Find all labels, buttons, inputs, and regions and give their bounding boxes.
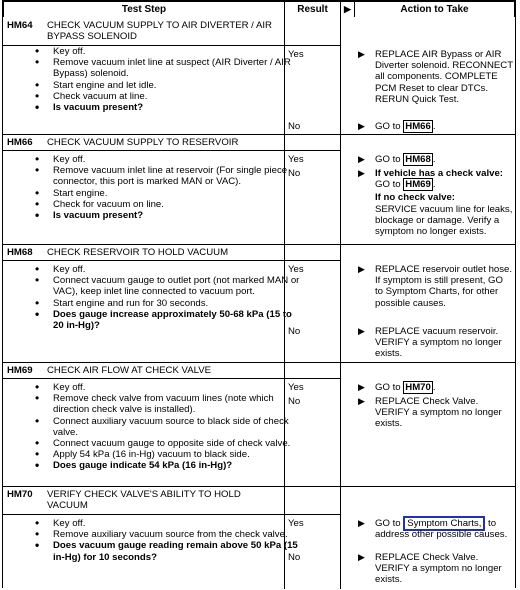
step-question: • Does gauge increase approximately 50-68 kPa (15 to 20 in-Hg)?	[35, 309, 305, 331]
action-no: REPLACE Check Valve. VERIFY a symptom no longer exists.	[375, 396, 502, 430]
step-item: • Apply 54 kPa (16 in-Hg) vacuum to black side.	[35, 449, 305, 460]
header-arrow-icon: ▶	[341, 2, 355, 18]
action-no: If vehicle has a check valve: GO to HM69 . If no check valve: SERVICE vacuum line for leaks, blockage or damage. Verify a symptom no longer exists.	[375, 168, 513, 238]
step-list	[3, 154, 305, 221]
action-no: REPLACE vacuum reservoir. VERIFY a symptom no longer exists.	[375, 326, 502, 360]
step-item: • Remove vacuum inlet line at suspect (AIR Diverter / AIR Bypass) solenoid.	[35, 57, 305, 79]
step-item: • Connect vacuum gauge to outlet port (not marked MAN or VAC), keep inlet line connected to vacuum port.	[35, 275, 305, 297]
step-title: VERIFY CHECK VALVE'S ABILITY TO HOLD VACUUM	[47, 489, 241, 512]
step-item: • Connect vacuum gauge to opposite side of check valve.	[35, 438, 305, 449]
link-hm66[interactable]: HM66	[405, 121, 431, 132]
step-code: HM66	[7, 137, 33, 148]
result-no: No	[288, 326, 301, 337]
step-list	[3, 518, 305, 563]
step-title: CHECK VACUUM SUPPLY TO RESERVOIR	[47, 137, 239, 148]
step-question: • Is vacuum present?	[35, 102, 305, 113]
header-test-step: Test Step	[4, 2, 285, 18]
result-yes: Yes	[288, 264, 304, 275]
arrow-icon: ▶	[358, 264, 365, 274]
link-symptom-charts[interactable]: Symptom Charts,	[403, 516, 485, 531]
arrow-icon: ▶	[358, 396, 365, 406]
result-no: No	[288, 552, 301, 563]
header-action: Action to Take	[355, 2, 515, 18]
result-no: No	[288, 168, 301, 179]
arrow-icon: ▶	[358, 326, 365, 336]
header-result: Result	[285, 2, 341, 18]
step-item: • Key off.	[35, 154, 305, 165]
link-hm68[interactable]: HM68	[405, 154, 431, 165]
result-yes: Yes	[288, 382, 304, 393]
step-code: HM69	[7, 365, 33, 376]
table-header	[4, 2, 515, 18]
action-yes: GO to Symptom Charts, to address other possible causes.	[375, 518, 508, 541]
step-item: • Check vacuum at line.	[35, 91, 305, 102]
action-yes: REPLACE reservoir outlet hose. If symptom is still present, GO to Symptom Charts, for other possible causes.	[375, 264, 513, 309]
step-item: • Remove auxiliary vacuum source from the check valve.	[35, 529, 305, 540]
step-code: HM68	[7, 247, 33, 258]
arrow-icon: ▶	[358, 518, 365, 528]
result-no: No	[288, 396, 301, 407]
action-no: GO to HM66 .	[375, 121, 436, 132]
arrow-icon: ▶	[358, 382, 365, 392]
action-yes: REPLACE AIR Bypass or AIR Diverter solenoid. RECONNECT all components. COMPLETE PCM Reset to clear DTCs. RERUN Quick Test.	[375, 49, 513, 105]
step-title: CHECK AIR FLOW AT CHECK VALVE	[47, 365, 212, 376]
action-yes: GO to HM68 .	[375, 154, 436, 165]
arrow-icon: ▶	[358, 49, 365, 59]
arrow-icon: ▶	[358, 121, 365, 131]
step-question: • Does gauge indicate 54 kPa (16 in-Hg)?	[35, 460, 305, 471]
arrow-icon: ▶	[358, 552, 365, 562]
step-item: • Remove vacuum inlet line at reservoir (For single piece connector, this port is marked MAN or VAC).	[35, 165, 305, 187]
arrow-icon: ▶	[358, 154, 365, 164]
step-question: • Is vacuum present?	[35, 210, 305, 221]
link-hm69[interactable]: HM69	[405, 179, 431, 191]
arrow-icon: ▶	[358, 168, 365, 178]
result-yes: Yes	[288, 154, 304, 165]
step-item: • Start engine and run for 30 seconds.	[35, 298, 305, 309]
result-yes: Yes	[288, 49, 304, 60]
step-item: • Start engine.	[35, 188, 305, 199]
step-item: • Connect auxiliary vacuum source to black side of check valve.	[35, 416, 305, 438]
step-list	[3, 264, 305, 331]
step-item: • Key off.	[35, 382, 305, 393]
step-item: • Start engine and let idle.	[35, 80, 305, 91]
step-list	[3, 382, 305, 472]
step-question: • Does vacuum gauge reading remain above 50 kPa (15 in-Hg) for 10 seconds?	[35, 540, 305, 562]
step-item: • Key off.	[35, 46, 305, 57]
diagnostic-table	[2, 0, 516, 588]
step-code: HM64	[7, 20, 33, 31]
step-item: • Check for vacuum on line.	[35, 199, 305, 210]
step-item: • Remove check valve from vacuum lines (note which direction check valve is installed).	[35, 393, 305, 415]
step-list	[3, 46, 305, 113]
step-title: CHECK VACUUM SUPPLY TO AIR DIVERTER / AIR BYPASS SOLENOID	[47, 20, 272, 43]
result-yes: Yes	[288, 518, 304, 529]
step-item: • Key off.	[35, 518, 305, 529]
result-no: No	[288, 121, 301, 132]
action-yes: GO to HM70 .	[375, 382, 436, 393]
link-hm70[interactable]: HM70	[405, 382, 431, 393]
action-no: REPLACE Check Valve. VERIFY a symptom no longer exists.	[375, 552, 502, 586]
step-code: HM70	[7, 489, 33, 500]
step-title: CHECK RESERVOIR TO HOLD VACUUM	[47, 247, 229, 258]
step-item: • Key off.	[35, 264, 305, 275]
